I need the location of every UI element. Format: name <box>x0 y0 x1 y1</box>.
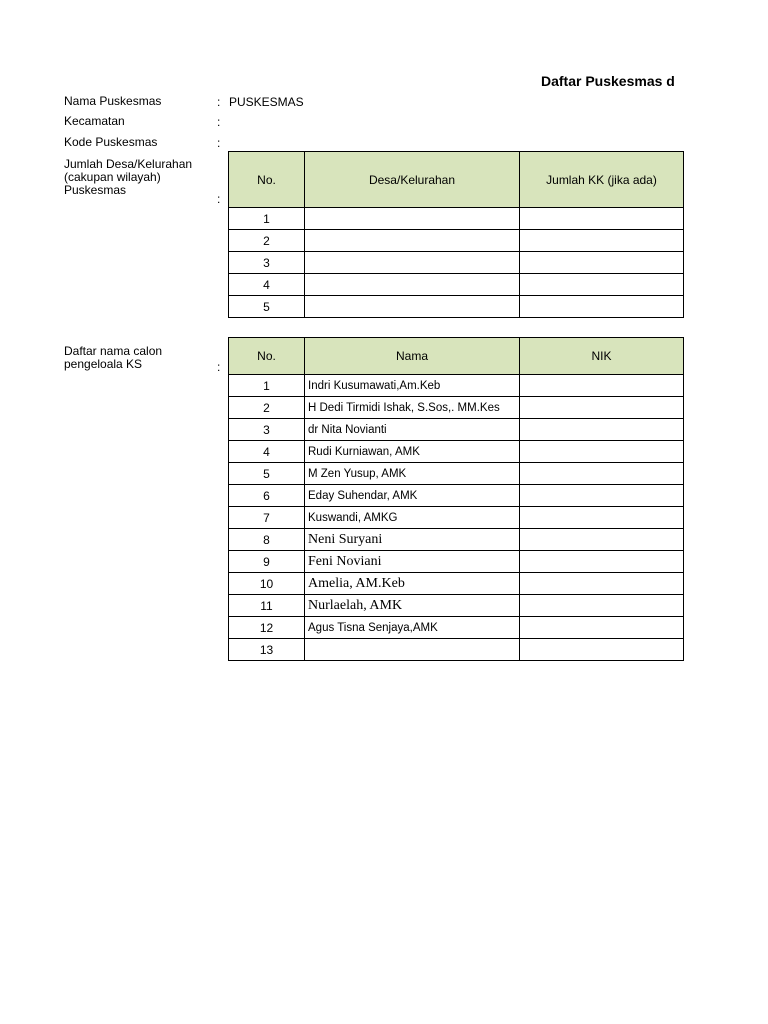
kecamatan-colon: : <box>217 115 221 129</box>
kk-cell[interactable] <box>520 252 684 274</box>
row-no: 1 <box>229 375 305 397</box>
nik-cell[interactable] <box>520 573 684 595</box>
nama-cell[interactable]: Eday Suhendar, AMK <box>305 485 520 507</box>
nama-cell[interactable]: Kuswandi, AMKG <box>305 507 520 529</box>
kk-cell[interactable] <box>520 230 684 252</box>
table-row <box>229 573 684 595</box>
desa-cell[interactable] <box>305 230 520 252</box>
page-title: Daftar Puskesmas d <box>541 73 675 89</box>
desa-cell[interactable] <box>305 252 520 274</box>
table-header-row <box>229 152 684 208</box>
table-row <box>229 252 684 274</box>
row-no: 4 <box>229 441 305 463</box>
row-no: 3 <box>229 419 305 441</box>
table-row <box>229 529 684 551</box>
nama-cell[interactable]: Neni Suryani <box>305 529 520 551</box>
table-row <box>229 551 684 573</box>
row-no: 5 <box>229 463 305 485</box>
desa-cell[interactable] <box>305 296 520 318</box>
table-row <box>229 441 684 463</box>
kk-cell[interactable] <box>520 274 684 296</box>
nama-cell[interactable]: Amelia, AM.Keb <box>305 573 520 595</box>
kecamatan-label: Kecamatan <box>64 114 125 128</box>
desa-cell[interactable] <box>305 208 520 230</box>
table-row <box>229 595 684 617</box>
table-row <box>229 296 684 318</box>
header-no: No. <box>229 338 305 375</box>
nik-cell[interactable] <box>520 617 684 639</box>
jumlah-desa-colon: : <box>217 192 221 206</box>
calon-pengelola-label: Daftar nama calon pengeloala KS <box>64 344 163 371</box>
nama-cell[interactable]: Rudi Kurniawan, AMK <box>305 441 520 463</box>
table-row <box>229 507 684 529</box>
kode-puskesmas-label: Kode Puskesmas <box>64 135 158 149</box>
kk-cell[interactable] <box>520 208 684 230</box>
table-row <box>229 208 684 230</box>
nama-puskesmas-colon: : <box>217 95 221 109</box>
row-no: 12 <box>229 617 305 639</box>
nama-cell[interactable]: Nurlaelah, AMK <box>305 595 520 617</box>
nama-puskesmas-label: Nama Puskesmas <box>64 94 162 108</box>
nik-cell[interactable] <box>520 485 684 507</box>
nama-cell[interactable]: Indri Kusumawati,Am.Keb <box>305 375 520 397</box>
nama-cell[interactable] <box>305 639 520 661</box>
nik-cell[interactable] <box>520 463 684 485</box>
nama-cell[interactable]: Agus Tisna Senjaya,AMK <box>305 617 520 639</box>
nik-cell[interactable] <box>520 529 684 551</box>
kk-cell[interactable] <box>520 296 684 318</box>
calon-pengelola-table <box>228 337 684 661</box>
jumlah-desa-label: Jumlah Desa/Kelurahan (cakupan wilayah) Puskesmas <box>64 157 193 197</box>
table-row <box>229 639 684 661</box>
row-no: 9 <box>229 551 305 573</box>
table-row <box>229 463 684 485</box>
nik-cell[interactable] <box>520 639 684 661</box>
nik-cell[interactable] <box>520 595 684 617</box>
table-row <box>229 617 684 639</box>
table-row <box>229 274 684 296</box>
row-no: 2 <box>229 230 305 252</box>
row-no: 7 <box>229 507 305 529</box>
nama-cell[interactable]: M Zen Yusup, AMK <box>305 463 520 485</box>
table-row <box>229 485 684 507</box>
row-no: 8 <box>229 529 305 551</box>
row-no: 13 <box>229 639 305 661</box>
table-row <box>229 230 684 252</box>
nik-cell[interactable] <box>520 441 684 463</box>
nik-cell[interactable] <box>520 419 684 441</box>
row-no: 3 <box>229 252 305 274</box>
row-no: 2 <box>229 397 305 419</box>
row-no: 11 <box>229 595 305 617</box>
header-nama: Nama <box>305 338 520 375</box>
row-no: 4 <box>229 274 305 296</box>
table-row <box>229 419 684 441</box>
row-no: 5 <box>229 296 305 318</box>
nama-puskesmas-value[interactable]: PUSKESMAS <box>229 95 304 109</box>
header-jumlah-kk: Jumlah KK (jika ada) <box>520 152 684 208</box>
nama-cell[interactable]: Feni Noviani <box>305 551 520 573</box>
header-desa: Desa/Kelurahan <box>305 152 520 208</box>
table-header-row <box>229 338 684 375</box>
desa-cell[interactable] <box>305 274 520 296</box>
nama-cell[interactable]: dr Nita Novianti <box>305 419 520 441</box>
nik-cell[interactable] <box>520 397 684 419</box>
desa-table <box>228 151 684 318</box>
nik-cell[interactable] <box>520 551 684 573</box>
row-no: 10 <box>229 573 305 595</box>
row-no: 6 <box>229 485 305 507</box>
header-no: No. <box>229 152 305 208</box>
nik-cell[interactable] <box>520 507 684 529</box>
calon-pengelola-colon: : <box>217 360 221 374</box>
header-nik: NIK <box>520 338 684 375</box>
nama-cell[interactable]: H Dedi Tirmidi Ishak, S.Sos,. MM.Kes <box>305 397 520 419</box>
table-row <box>229 375 684 397</box>
row-no: 1 <box>229 208 305 230</box>
nik-cell[interactable] <box>520 375 684 397</box>
kode-puskesmas-colon: : <box>217 136 221 150</box>
table-row <box>229 397 684 419</box>
